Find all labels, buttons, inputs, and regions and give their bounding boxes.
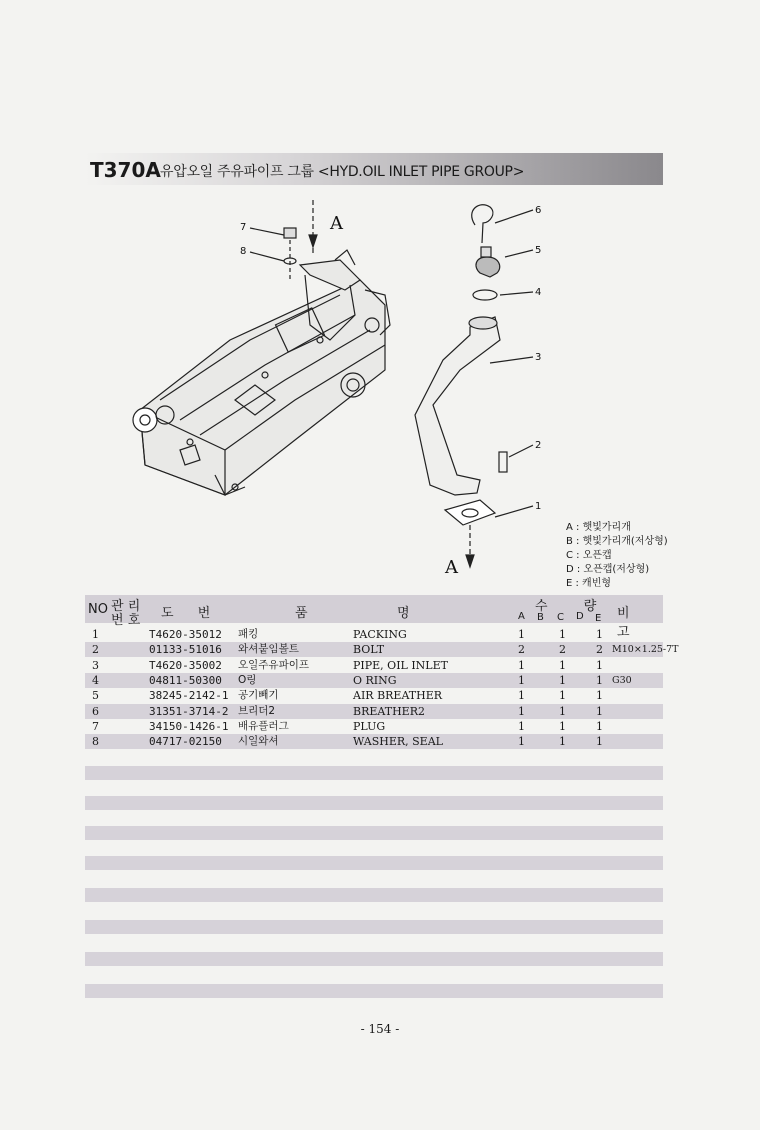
row-qty-e: 1	[596, 735, 603, 749]
row-part-number: 04717-02150	[149, 735, 222, 749]
callout-4: 4	[535, 287, 542, 298]
row-qty-e: 1	[596, 704, 603, 718]
row-name-english: BOLT	[353, 643, 385, 657]
callout-5: 5	[535, 245, 542, 256]
section-title: 유압오일 주유파이프 그룹 <HYD.OIL INLET PIPE GROUP>	[160, 164, 525, 180]
row-name-english: O RING	[353, 673, 397, 687]
blank-row	[85, 984, 663, 998]
row-no: 1	[92, 628, 99, 641]
header-mgmt-bottom: 번 호	[111, 613, 141, 628]
callout-3: 3	[535, 352, 542, 363]
table-row	[85, 734, 663, 749]
row-qty-c: 1	[559, 704, 566, 718]
row-qty-e: 1	[596, 628, 603, 641]
row-qty-c: 1	[559, 689, 566, 703]
row-qty-c: 1	[559, 735, 566, 749]
row-qty-e: 1	[596, 673, 603, 687]
row-no: 6	[92, 704, 99, 718]
row-qty-c: 1	[559, 673, 566, 687]
row-qty-a: 1	[518, 735, 525, 749]
table-row	[85, 627, 663, 642]
row-name-english: BREATHER2	[353, 704, 425, 718]
row-no: 7	[92, 719, 99, 733]
table-row	[85, 704, 663, 719]
row-no: 8	[92, 735, 99, 749]
row-qty-a: 1	[518, 689, 525, 703]
blank-row	[85, 766, 663, 780]
legend-item-b: B : 햇빛가리개(저상형)	[566, 536, 668, 547]
blank-row	[85, 856, 663, 870]
callout-8: 8	[240, 246, 247, 257]
row-name-korean: 패킹	[238, 628, 259, 640]
row-qty-c: 1	[559, 658, 566, 672]
row-name-korean: 오일주유파이프	[238, 658, 310, 671]
section-code: T370A	[90, 158, 161, 182]
row-qty-a: 2	[518, 643, 525, 657]
row-qty-e: 1	[596, 689, 603, 703]
callout-6: 6	[535, 205, 542, 216]
row-name-korean: 와셔붙임볼트	[238, 643, 299, 656]
diagram-label-a-bottom: A	[445, 557, 458, 578]
row-no: 5	[92, 689, 99, 703]
header-qty-b: B	[537, 612, 544, 623]
blank-row	[85, 888, 663, 902]
row-name-korean: 공기빼기	[238, 689, 279, 702]
header-qty-a: A	[518, 611, 525, 622]
header-name: 명	[397, 606, 410, 621]
table-row	[85, 658, 663, 673]
row-qty-a: 1	[518, 658, 525, 672]
diagram-label-a-top: A	[330, 213, 343, 234]
blank-row	[85, 920, 663, 934]
header-part: 품	[295, 606, 308, 621]
callout-7: 7	[240, 222, 247, 233]
table-row	[85, 673, 663, 688]
row-name-english: AIR BREATHER	[353, 689, 443, 703]
row-name-korean: 시일와셔	[238, 735, 279, 748]
row-qty-e: 2	[596, 643, 603, 657]
blank-row	[85, 952, 663, 966]
row-part-number: T4620-35012	[149, 628, 222, 641]
row-qty-a: 1	[518, 628, 525, 641]
row-qty-a: 1	[518, 719, 525, 733]
row-name-korean: 배유플러그	[238, 719, 289, 732]
row-note: M10×1.25-7T	[612, 644, 679, 656]
table-row	[85, 642, 679, 657]
header-qty: 수 량	[535, 599, 613, 614]
row-no: 2	[92, 643, 99, 657]
legend-item-d: D : 오픈캡(저상형)	[566, 564, 650, 575]
table-row	[85, 688, 663, 703]
row-qty-c: 1	[559, 628, 566, 641]
callout-2: 2	[535, 440, 542, 451]
row-name-english: PIPE, OIL INLET	[353, 658, 448, 672]
row-note: G30	[612, 674, 632, 686]
row-qty-c: 1	[559, 719, 566, 733]
row-part-number: 34150-1426-1	[149, 719, 229, 733]
row-qty-a: 1	[518, 673, 525, 687]
page-number: - 154 -	[360, 1022, 400, 1036]
row-no: 4	[92, 673, 99, 687]
header-drawing: 도 번	[161, 606, 221, 621]
header-qty-e: E	[595, 613, 602, 624]
row-name-korean: O링	[238, 673, 257, 686]
row-qty-c: 2	[559, 643, 566, 657]
row-qty-e: 1	[596, 658, 603, 672]
row-name-english: PLUG	[353, 719, 386, 733]
row-name-korean: 브리더2	[238, 704, 276, 717]
legend-item-a: A : 햇빛가리개	[566, 522, 631, 533]
legend-item-e: E : 캐빈형	[566, 578, 612, 589]
row-part-number: 31351-3714-2	[149, 704, 229, 718]
blank-row	[85, 796, 663, 810]
blank-row	[85, 826, 663, 840]
row-part-number: 01133-51016	[149, 643, 222, 657]
callout-1: 1	[535, 501, 542, 512]
header-no: NO	[88, 602, 108, 617]
row-name-english: WASHER, SEAL	[353, 735, 443, 749]
header-note: 비 고	[617, 606, 636, 640]
header-qty-d: D	[576, 611, 584, 622]
hydraulic-housing-drawing	[133, 250, 390, 495]
header-qty-c: C	[557, 612, 564, 623]
row-part-number: T4620-35002	[149, 658, 222, 672]
row-no: 3	[92, 658, 99, 672]
table-row	[85, 719, 663, 734]
header-mgmt-top: 관 리	[111, 599, 141, 614]
legend-item-c: C : 오픈캡	[566, 550, 612, 561]
row-name-english: PACKING	[353, 628, 407, 641]
row-qty-a: 1	[518, 704, 525, 718]
row-part-number: 04811-50300	[149, 673, 222, 687]
row-qty-e: 1	[596, 719, 603, 733]
row-part-number: 38245-2142-1	[149, 689, 229, 703]
